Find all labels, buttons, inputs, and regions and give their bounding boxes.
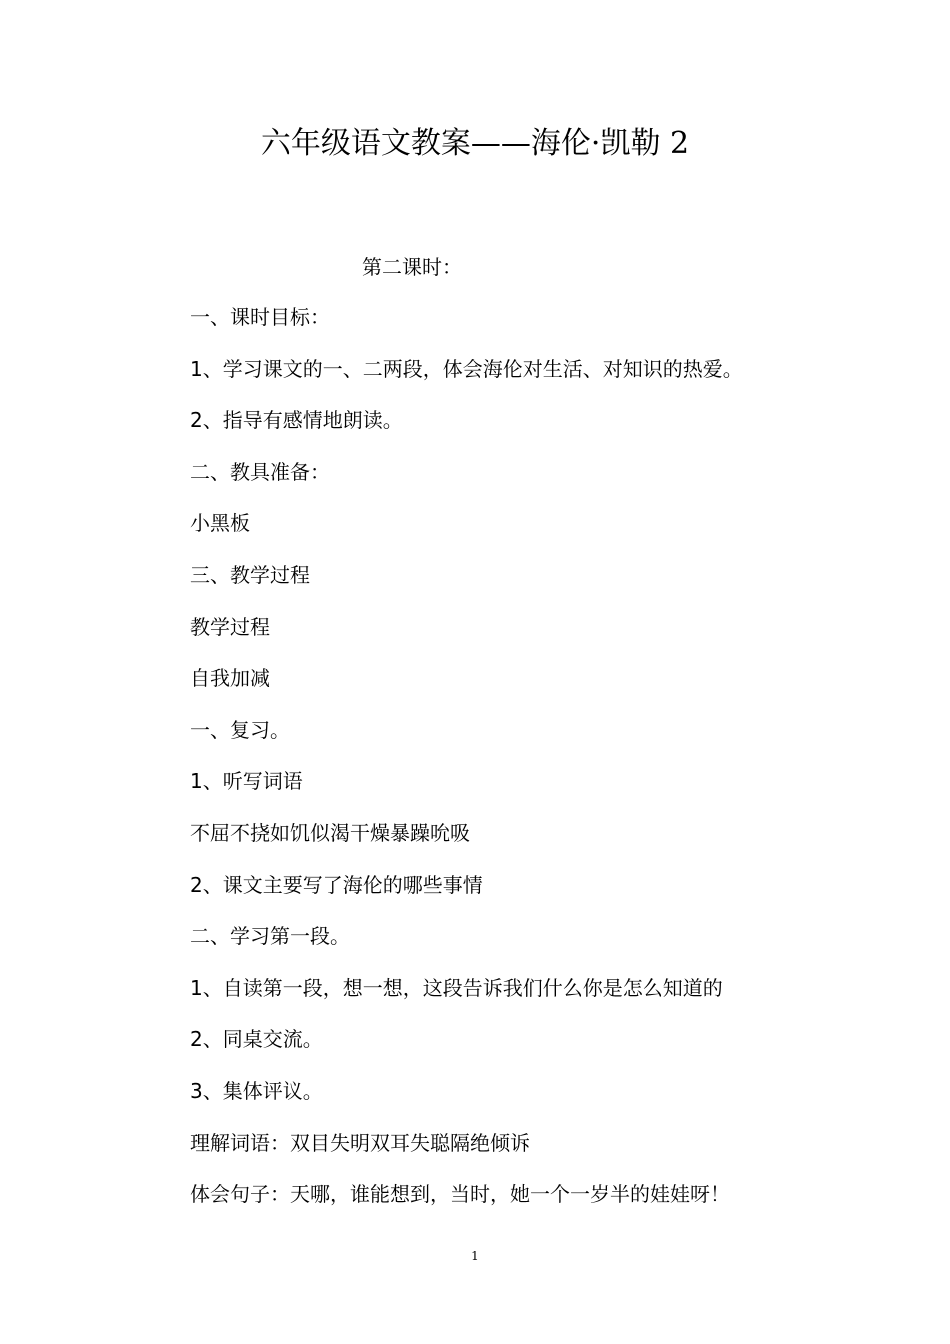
- sentence-appreciation: 体会句子：天哪，谁能想到，当时，她一个一岁半的娃娃呀！: [190, 1182, 730, 1207]
- document-title: 六年级语文教案——海伦·凯勒 2: [260, 126, 690, 161]
- step-review-heading: 一、复习。: [190, 717, 290, 742]
- review-item-1: 1、听写词语: [190, 769, 303, 794]
- goal-item-1: 1、学习课文的一、二两段，体会海伦对生活、对知识的热爱。: [190, 356, 743, 381]
- lesson-period-heading: 第二课时：: [362, 255, 462, 279]
- paragraph-one-item-1: 1、自读第一段，想一想，这段告诉我们什么你是怎么知道的: [190, 975, 723, 1000]
- paragraph-one-item-3: 3、集体评议。: [190, 1078, 323, 1103]
- review-item-2: 2、课文主要写了海伦的哪些事情: [190, 872, 483, 897]
- process-label: 教学过程: [190, 614, 270, 639]
- page-number: 1: [471, 1249, 479, 1263]
- section-heading-goals: 一、课时目标：: [190, 305, 330, 329]
- materials-item: 小黑板: [190, 511, 250, 536]
- word-understanding: 理解词语：双目失明双耳失聪隔绝倾诉: [190, 1130, 530, 1155]
- section-heading-materials: 二、教具准备：: [190, 459, 330, 484]
- section-heading-process: 三、教学过程: [190, 562, 310, 587]
- self-adjust-label: 自我加减: [190, 666, 270, 691]
- goal-item-2: 2、指导有感情地朗读。: [190, 408, 403, 433]
- vocabulary-list: 不屈不挠如饥似渴干燥暴躁吮吸: [190, 820, 470, 845]
- step-paragraph-one-heading: 二、学习第一段。: [190, 924, 350, 949]
- document-body: [190, 302, 890, 1231]
- paragraph-one-item-2: 2、同桌交流。: [190, 1027, 323, 1052]
